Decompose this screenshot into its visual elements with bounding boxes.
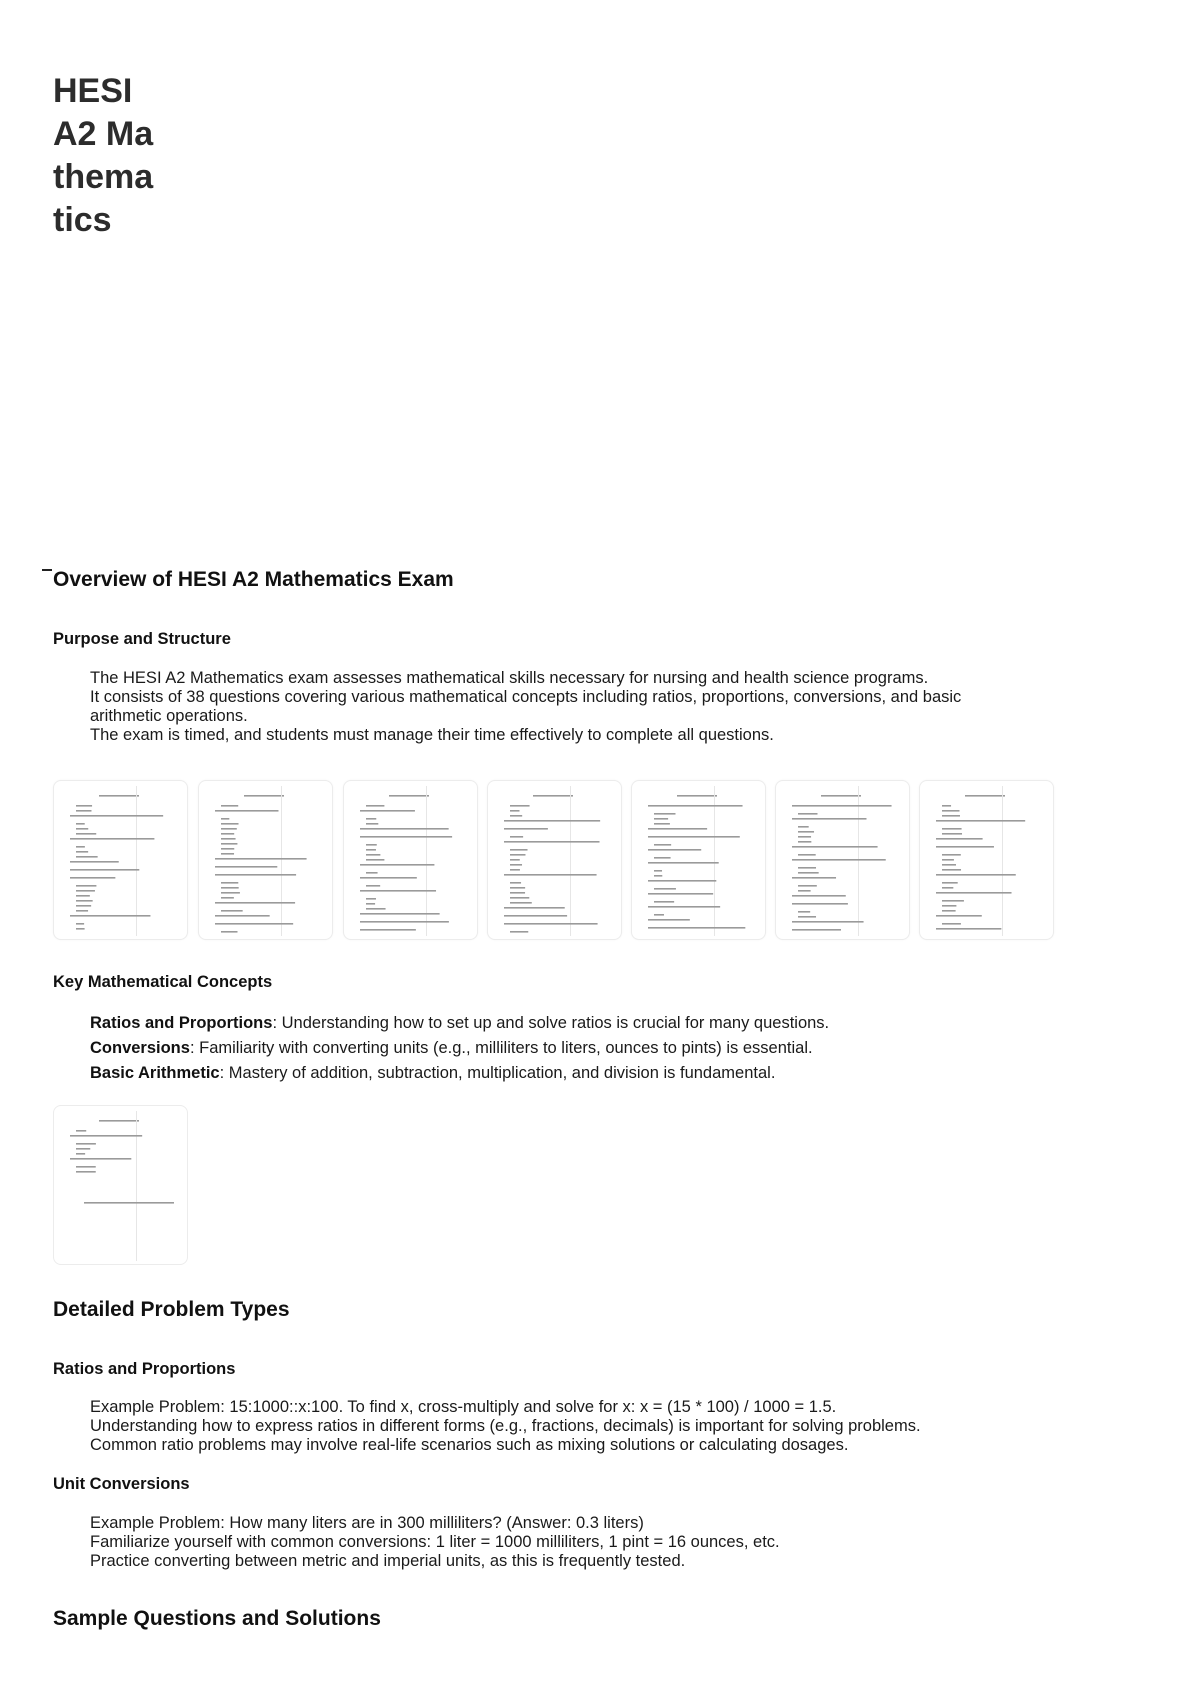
- thumbnail-text-line: [792, 805, 892, 807]
- thumbnail-text-line: [510, 869, 520, 871]
- thumbnail-text-line: [76, 833, 96, 835]
- thumbnail-text-line: [76, 823, 85, 825]
- thumbnail-text-line: [360, 836, 452, 838]
- thumbnail-text-line: [936, 915, 982, 917]
- thumbnail-text-line: [76, 851, 88, 853]
- thumbnail-text-line: [99, 795, 139, 797]
- page-thumbnail-preview: [54, 781, 187, 939]
- thumbnail-text-line: [76, 1148, 90, 1150]
- thumbnail-text-line: [366, 898, 376, 900]
- thumbnail-text-line: [510, 892, 525, 894]
- thumbnail-text-line: [366, 844, 377, 846]
- thumbnail-text-line: [70, 915, 150, 917]
- page-thumbnail-preview: [920, 781, 1053, 939]
- conversions-line: Example Problem: How many liters are in 300 milliliters? (Answer: 0.3 liters): [90, 1514, 644, 1532]
- thumbnail-text-line: [360, 877, 417, 879]
- thumbnail-text-line: [76, 905, 91, 907]
- concept-item: [90, 1061, 1090, 1086]
- thumbnail-text-line: [942, 864, 956, 866]
- page-thumbnail-preview: [776, 781, 909, 939]
- thumbnail-text-line: [942, 887, 953, 889]
- thumbnail-fold: [281, 786, 282, 936]
- thumbnail-text-line: [215, 915, 270, 917]
- thumbnail-text-line: [221, 828, 237, 830]
- thumbnail-text-line: [76, 1143, 96, 1145]
- thumbnail-text-line: [792, 895, 846, 897]
- thumbnail-text-line: [504, 874, 597, 876]
- thumbnail-text-line: [215, 858, 307, 860]
- thumbnail-text-line: [221, 887, 239, 889]
- thumbnail-text-line: [798, 831, 814, 833]
- page-thumbnail[interactable]: [487, 780, 622, 940]
- thumbnail-fold: [570, 786, 571, 936]
- concept-text: : Mastery of addition, subtraction, multiplication, and division is fundamental.: [219, 1064, 776, 1082]
- thumbnail-text-line: [360, 913, 440, 915]
- thumbnail-text-line: [504, 841, 600, 843]
- thumbnail-text-line: [70, 1135, 142, 1137]
- thumbnail-text-line: [221, 897, 234, 899]
- concept-term: Ratios and Proportions: [90, 1014, 273, 1032]
- conversions-paragraph: [90, 1514, 1090, 1571]
- thumbnail-text-line: [798, 890, 811, 892]
- thumbnail-text-line: [510, 836, 523, 838]
- page-thumbnail-preview: [344, 781, 477, 939]
- thumbnail-text-line: [70, 815, 163, 817]
- thumbnail-text-line: [504, 828, 548, 830]
- thumbnail-text-line: [76, 910, 88, 912]
- thumbnail-text-line: [360, 828, 449, 830]
- thumbnail-text-line: [510, 902, 532, 904]
- thumbnail-text-line: [936, 892, 1012, 894]
- thumbnail-fold: [1002, 786, 1003, 936]
- concept-text: : Understanding how to set up and solve ratios is crucial for many questions.: [272, 1014, 830, 1032]
- thumbnail-text-line: [510, 897, 529, 899]
- ratios-paragraph: [90, 1398, 1090, 1455]
- thumbnail-text-line: [798, 826, 809, 828]
- conversions-heading: Unit Conversions: [53, 1475, 190, 1493]
- thumbnail-text-line: [648, 893, 713, 895]
- thumbnail-text-line: [942, 859, 954, 861]
- problem-types-heading: Detailed Problem Types: [53, 1298, 290, 1321]
- thumbnail-text-line: [510, 849, 528, 851]
- thumbnail-text-line: [76, 805, 92, 807]
- thumbnail-text-line: [798, 867, 816, 869]
- thumbnail-text-line: [936, 838, 983, 840]
- page-thumbnail[interactable]: [343, 780, 478, 940]
- samples-heading: Sample Questions and Solutions: [53, 1607, 381, 1630]
- thumbnail-text-line: [792, 929, 841, 931]
- thumbnail-text-line: [942, 900, 964, 902]
- thumbnail-text-line: [366, 823, 378, 825]
- thumbnail-text-line: [510, 805, 530, 807]
- thumbnail-text-line: [821, 795, 861, 797]
- ratios-line: Common ratio problems may involve real-life scenarios such as mixing solutions or calculating dosages.: [90, 1436, 849, 1454]
- thumbnail-text-line: [70, 838, 154, 840]
- thumbnail-text-line: [76, 856, 98, 858]
- thumbnail-text-line: [798, 836, 811, 838]
- thumbnail-text-line: [360, 921, 449, 923]
- thumbnail-text-line: [965, 795, 1005, 797]
- thumbnail-text-line: [221, 892, 240, 894]
- thumbnail-text-line: [798, 841, 811, 843]
- thumbnail-text-line: [654, 823, 670, 825]
- concept-term: Basic Arithmetic: [90, 1064, 220, 1082]
- thumbnail-fold: [136, 1111, 137, 1261]
- thumbnail-text-line: [360, 810, 415, 812]
- thumbnail-text-line: [654, 813, 675, 815]
- thumbnail-text-line: [654, 875, 662, 877]
- thumbnail-text-line: [798, 813, 817, 815]
- thumbnail-text-line: [936, 928, 1001, 930]
- thumbnail-text-line: [366, 872, 378, 874]
- thumbnail-text-line: [654, 914, 664, 916]
- thumbnail-text-line: [215, 810, 278, 812]
- thumbnail-text-line: [654, 818, 668, 820]
- thumbnail-text-line: [244, 795, 284, 797]
- thumbnail-text-line: [76, 895, 90, 897]
- thumbnail-text-line: [798, 854, 816, 856]
- thumbnail-text-line: [221, 931, 237, 933]
- thumbnail-text-line: [936, 820, 1025, 822]
- purpose-line: The HESI A2 Mathematics exam assesses mathematical skills necessary for nursing and health science programs.: [90, 669, 929, 687]
- thumbnail-fold: [136, 786, 137, 936]
- thumbnail-text-line: [360, 890, 436, 892]
- thumbnail-fold: [858, 786, 859, 936]
- thumbnail-text-line: [360, 864, 434, 866]
- page-thumbnail-preview: [632, 781, 765, 939]
- thumbnail-text-line: [792, 877, 836, 879]
- thumbnail-text-line: [221, 848, 234, 850]
- thumbnail-text-line: [221, 805, 238, 807]
- purpose-line: The exam is timed, and students must manage their time effectively to complete all questions.: [90, 726, 774, 744]
- thumbnail-text-line: [942, 910, 956, 912]
- purpose-line: It consists of 38 questions covering various mathematical concepts including ratios, proportions, conversions, and basic: [90, 688, 962, 706]
- thumbnail-text-line: [510, 887, 525, 889]
- thumbnail-text-line: [221, 823, 239, 825]
- thumbnail-text-line: [798, 885, 817, 887]
- thumbnail-text-line: [798, 916, 816, 918]
- thumbnail-text-line: [76, 1171, 96, 1173]
- thumbnail-text-line: [76, 1153, 85, 1155]
- thumbnail-text-line: [654, 844, 671, 846]
- thumbnail-text-line: [70, 877, 115, 879]
- thumbnail-text-line: [221, 833, 234, 835]
- page-thumbnail[interactable]: [53, 780, 188, 940]
- thumbnail-text-line: [648, 927, 745, 929]
- thumbnail-text-line: [942, 810, 960, 812]
- thumbnail-text-line: [76, 846, 85, 848]
- thumbnail-text-line: [366, 849, 376, 851]
- thumbnail-text-line: [366, 885, 380, 887]
- conversions-line: Practice converting between metric and imperial units, as this is frequently tested.: [90, 1552, 686, 1570]
- concept-item: [90, 1011, 1090, 1036]
- thumbnail-text-line: [648, 919, 690, 921]
- thumbnail-text-line: [76, 1166, 96, 1168]
- key-concepts-heading: Key Mathematical Concepts: [53, 973, 273, 991]
- thumbnail-text-line: [792, 903, 848, 905]
- page-thumbnail[interactable]: [198, 780, 333, 940]
- thumbnail-text-line: [221, 853, 234, 855]
- concept-item: [90, 1036, 1090, 1061]
- thumbnail-text-line: [533, 795, 573, 797]
- thumbnail-text-line: [648, 828, 707, 830]
- thumbnail-text-line: [510, 931, 528, 933]
- thumbnail-text-line: [504, 915, 567, 917]
- ratios-heading: Ratios and Proportions: [53, 1360, 236, 1378]
- thumbnail-text-line: [942, 869, 961, 871]
- thumbnail-text-line: [654, 870, 662, 872]
- page-thumbnail[interactable]: [53, 1105, 188, 1265]
- thumbnail-text-line: [366, 805, 384, 807]
- thumbnail-text-line: [221, 843, 237, 845]
- thumbnail-text-line: [648, 849, 701, 851]
- thumbnail-text-line: [942, 805, 951, 807]
- thumbnail-text-line: [366, 859, 384, 861]
- page-thumbnail[interactable]: [775, 780, 910, 940]
- thumbnail-text-line: [215, 923, 293, 925]
- conversions-line: Familiarize yourself with common conversions: 1 liter = 1000 milliliters, 1 pint = 16 ounces, etc.: [90, 1533, 780, 1551]
- thumbnail-text-line: [654, 901, 674, 903]
- thumbnail-text-line: [70, 861, 119, 863]
- page-thumbnail-preview: [488, 781, 621, 939]
- thumbnail-text-line: [510, 815, 522, 817]
- purpose-heading: Purpose and Structure: [53, 630, 231, 648]
- thumbnail-fold: [714, 786, 715, 936]
- ratios-line: Example Problem: 15:1000::x:100. To find x, cross-multiply and solve for x: x = (15 * 100) / 1000 = 1.5.: [90, 1398, 837, 1416]
- thumbnail-text-line: [798, 872, 819, 874]
- overview-heading: Overview of HESI A2 Mathematics Exam: [53, 568, 454, 591]
- thumbnail-text-line: [936, 846, 994, 848]
- thumbnail-text-line: [76, 900, 93, 902]
- page-thumbnail-preview: [199, 781, 332, 939]
- thumbnail-text-line: [366, 818, 376, 820]
- thumbnail-text-line: [76, 1130, 86, 1132]
- thumbnail-text-line: [70, 869, 139, 871]
- concept-term: Conversions: [90, 1039, 190, 1057]
- thumbnail-text-line: [648, 880, 716, 882]
- document-title: HESI A2 Mathematics: [53, 72, 154, 239]
- thumbnail-text-line: [648, 836, 740, 838]
- page-thumbnail[interactable]: [919, 780, 1054, 940]
- thumbnail-text-line: [792, 846, 878, 848]
- thumbnail-text-line: [942, 833, 962, 835]
- thumbnail-text-line: [792, 859, 886, 861]
- thumbnail-text-line: [360, 929, 416, 931]
- thumbnail-text-line: [510, 859, 520, 861]
- ratios-line: Understanding how to express ratios in different forms (e.g., fractions, decimals) is important for solving problems.: [90, 1417, 921, 1435]
- thumbnail-text-line: [510, 854, 525, 856]
- thumbnail-text-line: [366, 908, 386, 910]
- thumbnail-text-line: [504, 923, 598, 925]
- thumbnail-text-line: [389, 795, 429, 797]
- thumbnail-text-line: [76, 890, 95, 892]
- concept-text: : Familiarity with converting units (e.g., milliliters to liters, ounces to pints) is essential.: [189, 1039, 813, 1057]
- thumbnail-text-line: [792, 818, 866, 820]
- thumbnail-text-line: [215, 866, 277, 868]
- thumbnail-text-line: [798, 911, 810, 913]
- thumbnail-text-line: [677, 795, 717, 797]
- thumbnail-text-line: [504, 820, 600, 822]
- thumbnail-text-line: [654, 857, 671, 859]
- key-concepts-list: [90, 1011, 1090, 1086]
- thumbnail-text-line: [504, 907, 565, 909]
- purpose-line: arithmetic operations.: [90, 707, 248, 725]
- thumbnail-text-line: [76, 810, 91, 812]
- thumbnail-text-line: [84, 1202, 174, 1204]
- thumbnail-text-line: [76, 923, 84, 925]
- thumbnail-text-line: [510, 864, 522, 866]
- purpose-paragraph: [90, 669, 1090, 745]
- thumbnail-text-line: [99, 1120, 139, 1122]
- thumbnail-text-line: [215, 902, 295, 904]
- thumbnail-text-line: [76, 828, 88, 830]
- thumbnail-text-line: [942, 905, 956, 907]
- page-thumbnail-preview: [54, 1106, 187, 1264]
- thumbnail-text-line: [936, 874, 1016, 876]
- section-marker: [42, 569, 52, 571]
- thumbnail-text-line: [510, 882, 521, 884]
- thumbnail-text-line: [366, 854, 380, 856]
- thumbnail-text-line: [221, 910, 243, 912]
- thumbnail-text-line: [942, 923, 961, 925]
- thumbnail-text-line: [942, 815, 960, 817]
- thumbnail-text-line: [215, 874, 296, 876]
- thumbnail-text-line: [221, 882, 238, 884]
- thumbnail-text-line: [942, 828, 962, 830]
- thumbnail-text-line: [942, 882, 958, 884]
- thumbnail-text-line: [648, 805, 743, 807]
- thumbnail-text-line: [654, 888, 676, 890]
- thumbnail-text-line: [221, 818, 229, 820]
- thumbnail-text-line: [648, 862, 719, 864]
- thumbnail-text-line: [76, 928, 85, 930]
- thumbnail-text-line: [366, 903, 375, 905]
- page-thumbnail[interactable]: [631, 780, 766, 940]
- thumbnail-text-line: [648, 906, 720, 908]
- thumbnail-text-line: [792, 921, 864, 923]
- thumbnail-text-line: [510, 810, 519, 812]
- thumbnail-text-line: [70, 1158, 131, 1160]
- thumbnail-text-line: [221, 838, 236, 840]
- thumbnail-text-line: [942, 854, 961, 856]
- thumbnail-text-line: [76, 885, 96, 887]
